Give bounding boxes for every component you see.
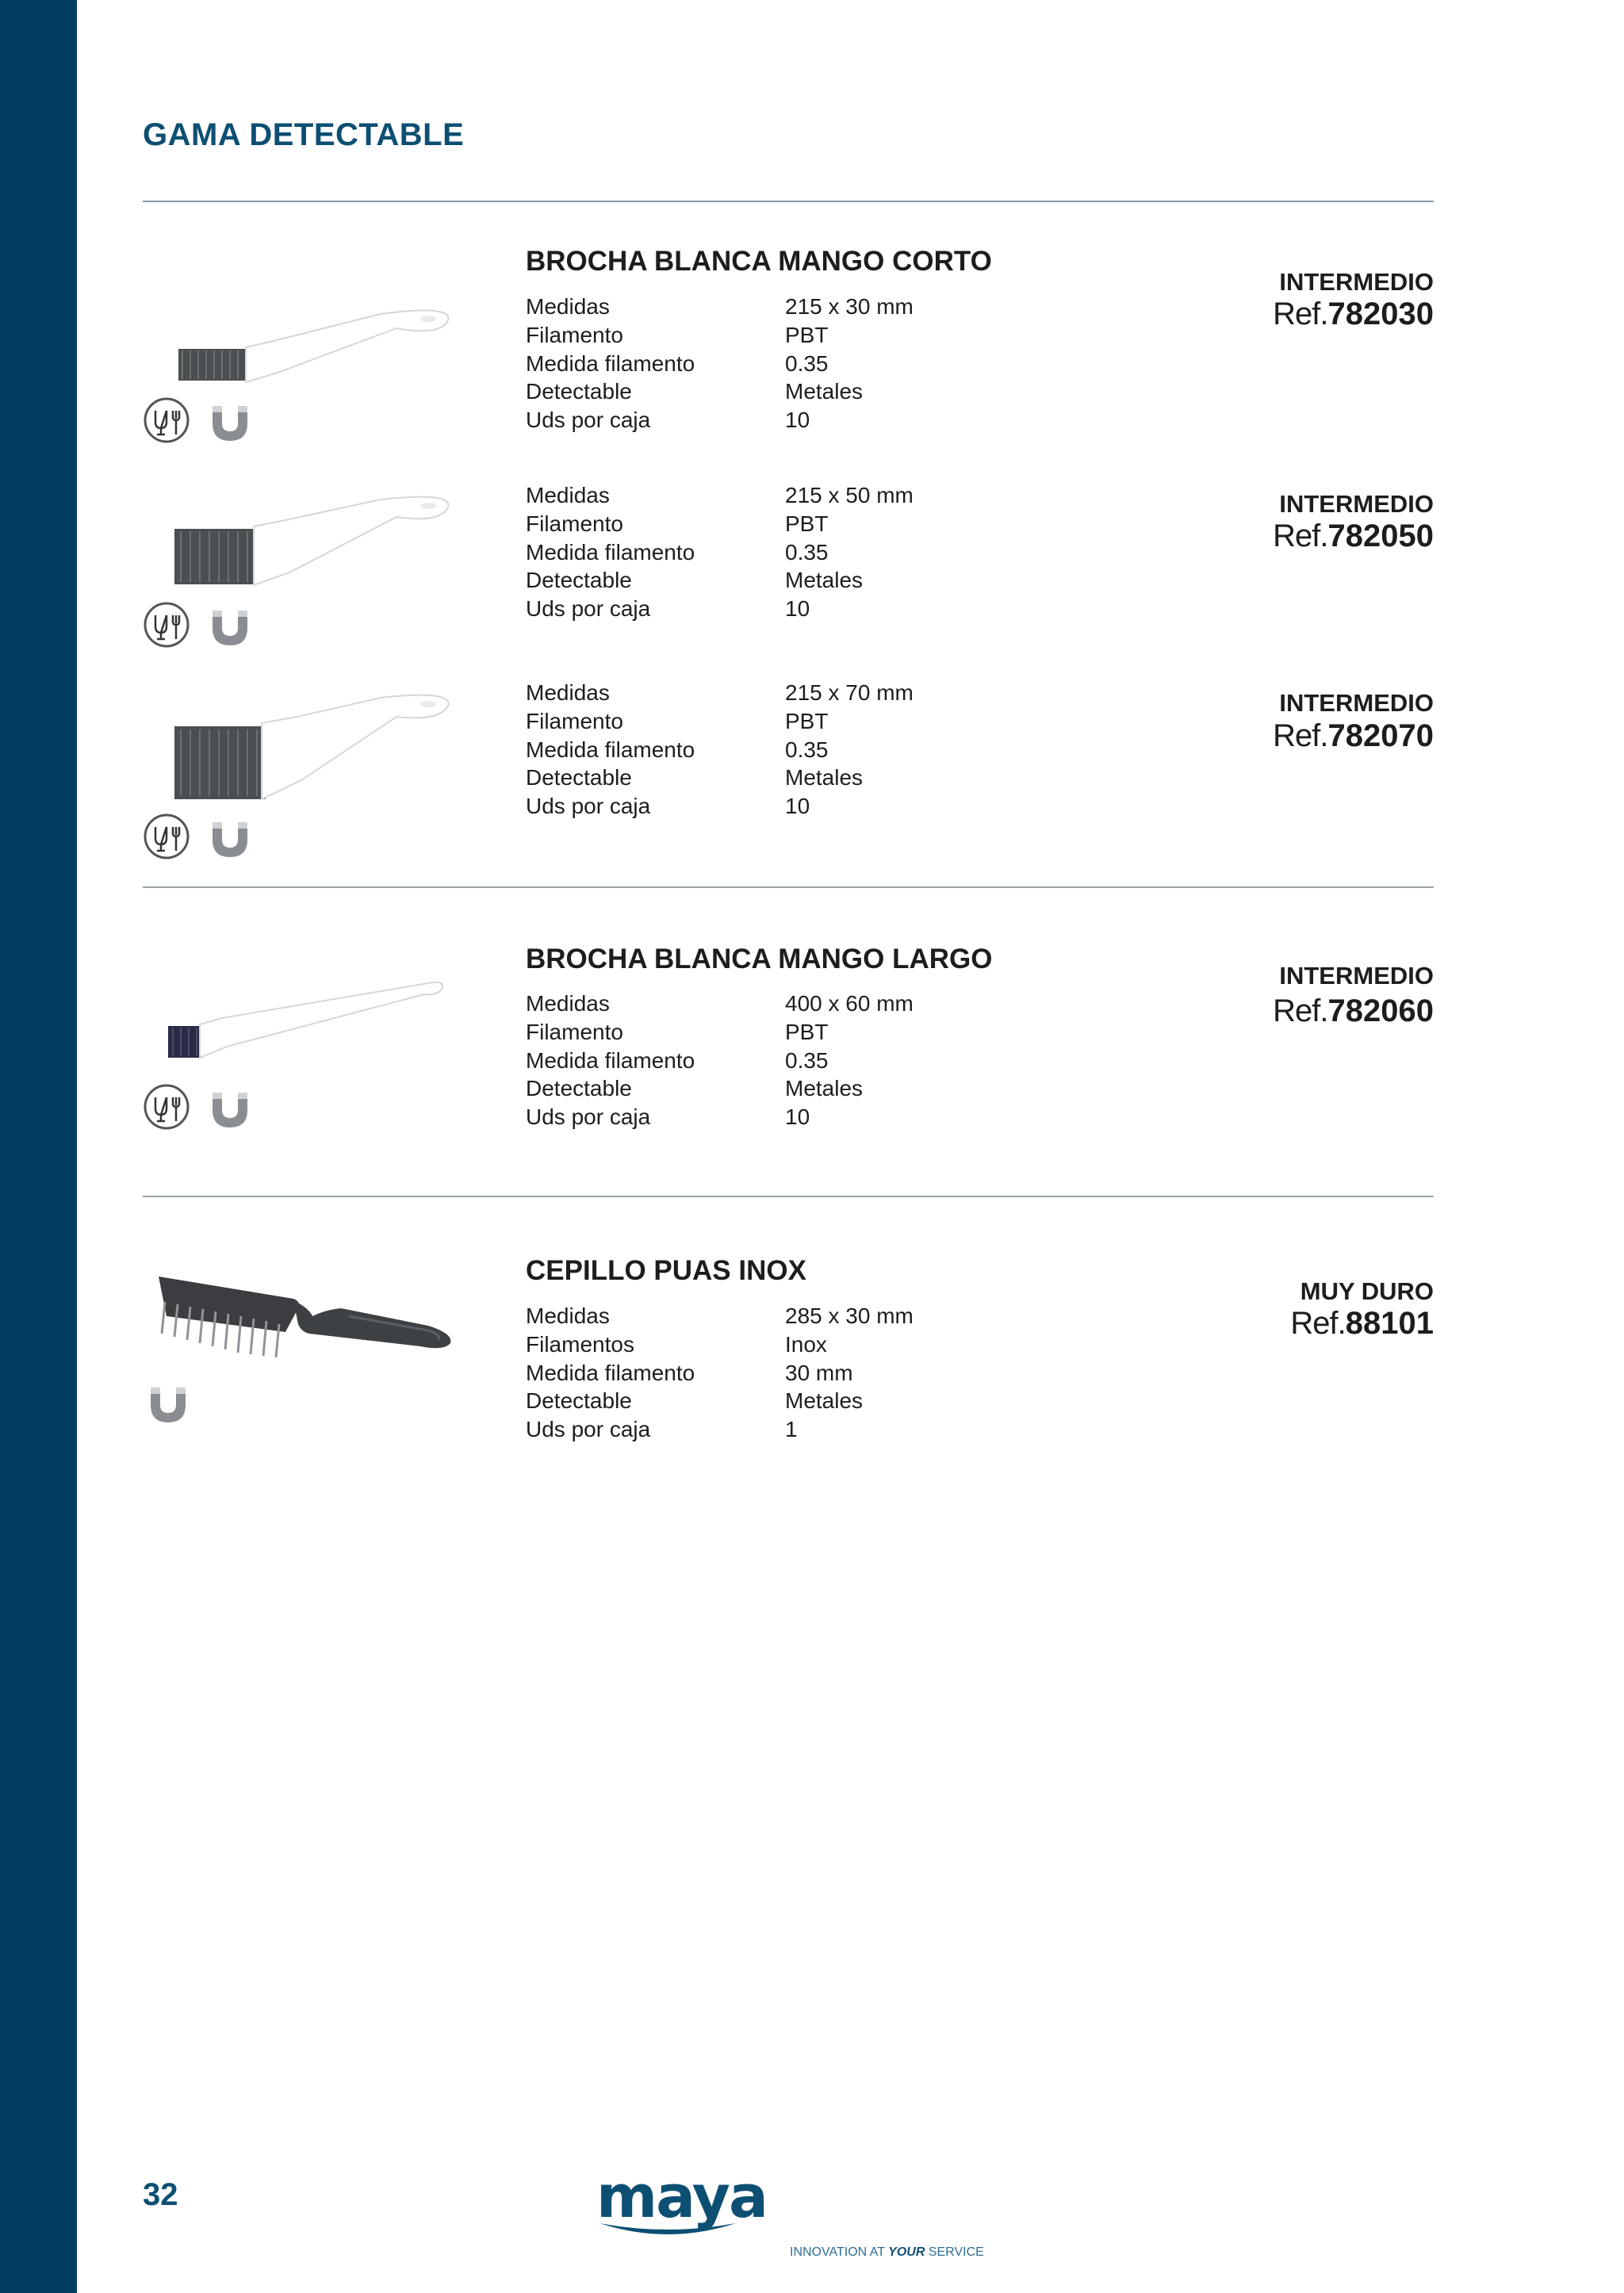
product-icons	[143, 396, 270, 447]
product-ref	[1273, 297, 1434, 332]
logo-wordmark: maya	[596, 2163, 767, 2231]
spec-label: Detectable	[526, 379, 632, 404]
food-contact-icon	[143, 396, 190, 448]
magnet-icon	[205, 813, 252, 864]
spec-value: 0.35	[785, 737, 829, 762]
spec-value: 0.35	[785, 350, 829, 376]
hardness-grade: MUY DURO	[1300, 1277, 1434, 1305]
product-ref	[1273, 718, 1434, 754]
product-ref	[1273, 519, 1434, 554]
spec-label: Medida filamento	[526, 737, 695, 762]
spec-value: 0.35	[785, 539, 829, 565]
spec-label: Uds por caja	[526, 408, 651, 433]
hardness-grade: INTERMEDIO	[1279, 962, 1434, 990]
product-title: CEPILLO PUAS INOX	[526, 1255, 806, 1286]
spec-value: Metales	[785, 765, 864, 790]
spec-value: 285 x 30 mm	[785, 1303, 914, 1328]
product-icons	[143, 601, 270, 652]
food-contact-icon	[143, 813, 190, 864]
food-contact-icon	[143, 601, 190, 653]
spec-label: Filamento	[526, 322, 623, 347]
ref-prefix: Ref.	[1290, 1306, 1346, 1341]
spec-value: 10	[785, 408, 810, 433]
spec-value: 215 x 30 mm	[785, 294, 914, 319]
spec-value: 1	[785, 1417, 798, 1442]
product-title: BROCHA BLANCA MANGO LARGO	[526, 944, 993, 974]
spec-label: Medida filamento	[526, 1047, 695, 1073]
spec-label: Medida filamento	[526, 539, 695, 565]
ref-code: 88101	[1345, 1306, 1434, 1341]
section-divider	[143, 886, 1434, 888]
spec-label: Filamentos	[526, 1331, 634, 1357]
sidebar-band	[0, 0, 77, 2293]
ref-code: 782030	[1327, 297, 1434, 331]
spec-value: Metales	[785, 1388, 864, 1414]
spec-value: 30 mm	[785, 1360, 853, 1385]
page-number: 32	[143, 2177, 178, 2212]
spec-label: Medidas	[526, 1303, 610, 1328]
spec-value: Metales	[785, 379, 864, 404]
spec-value: Metales	[785, 568, 864, 593]
spec-value: 10	[785, 794, 810, 819]
spec-label: Detectable	[526, 1388, 632, 1414]
spec-label: Filamento	[526, 708, 623, 733]
footer-tagline	[790, 2245, 984, 2260]
spec-label: Detectable	[526, 568, 632, 593]
spec-label: Detectable	[526, 1076, 632, 1101]
spec-value: Inox	[785, 1331, 827, 1357]
spec-value: 215 x 50 mm	[785, 483, 914, 507]
product-ref	[1290, 1306, 1434, 1342]
spec-label: Medidas	[526, 991, 610, 1016]
brand-logo	[596, 2163, 767, 2241]
spec-value: Metales	[785, 1076, 864, 1101]
tagline-pre: INNOVATION AT	[790, 2245, 885, 2259]
hardness-grade: INTERMEDIO	[1279, 268, 1434, 296]
product-icons	[143, 1378, 270, 1429]
spec-value: PBT	[785, 1019, 829, 1044]
spec-value: 215 x 70 mm	[785, 680, 914, 705]
spec-label: Filamento	[526, 511, 623, 536]
product-icons	[143, 1083, 270, 1134]
tagline-bold: YOUR	[888, 2245, 925, 2259]
ref-prefix: Ref.	[1273, 718, 1328, 753]
tagline-post: SERVICE	[928, 2245, 984, 2259]
header-divider	[143, 201, 1434, 202]
ref-prefix: Ref.	[1273, 519, 1328, 553]
spec-value: PBT	[785, 708, 829, 733]
spec-value: 0.35	[785, 1047, 829, 1073]
spec-label: Medidas	[526, 294, 610, 319]
spec-value: 10	[785, 596, 810, 622]
magnet-icon	[205, 396, 252, 448]
product-image	[143, 1261, 476, 1459]
hardness-grade: INTERMEDIO	[1279, 490, 1434, 518]
spec-value: 10	[785, 1104, 810, 1130]
spec-label: Medida filamento	[526, 350, 695, 376]
spec-value: 400 x 60 mm	[785, 991, 914, 1016]
ref-prefix: Ref.	[1273, 993, 1328, 1028]
magnet-icon	[205, 601, 252, 653]
spec-label: Filamento	[526, 1019, 623, 1044]
product-title: BROCHA BLANCA MANGO CORTO	[526, 246, 992, 277]
spec-label: Uds por caja	[526, 794, 651, 819]
spec-label: Medida filamento	[526, 1360, 695, 1385]
ref-code: 782050	[1327, 519, 1434, 553]
spec-label: Detectable	[526, 765, 632, 790]
logo-swoosh	[596, 2218, 739, 2242]
magnet-icon	[143, 1378, 190, 1430]
spec-label: Uds por caja	[526, 596, 651, 622]
hardness-grade: INTERMEDIO	[1279, 689, 1434, 717]
product-icons	[143, 813, 270, 863]
ref-code: 782060	[1327, 993, 1434, 1028]
spec-value: PBT	[785, 511, 829, 536]
magnet-icon	[205, 1083, 252, 1135]
section-title: GAMA DETECTABLE	[143, 117, 465, 152]
spec-label: Uds por caja	[526, 1104, 651, 1130]
spec-value: PBT	[785, 322, 829, 347]
ref-code: 782070	[1327, 718, 1434, 753]
ref-prefix: Ref.	[1273, 297, 1328, 331]
product-ref	[1273, 993, 1434, 1029]
spec-label: Medidas	[526, 680, 610, 705]
food-contact-icon	[143, 1083, 190, 1135]
product-image	[143, 293, 476, 492]
spec-label: Uds por caja	[526, 1417, 651, 1442]
spec-label: Medidas	[526, 483, 610, 507]
product-image	[143, 485, 476, 683]
section-divider	[143, 1196, 1434, 1197]
